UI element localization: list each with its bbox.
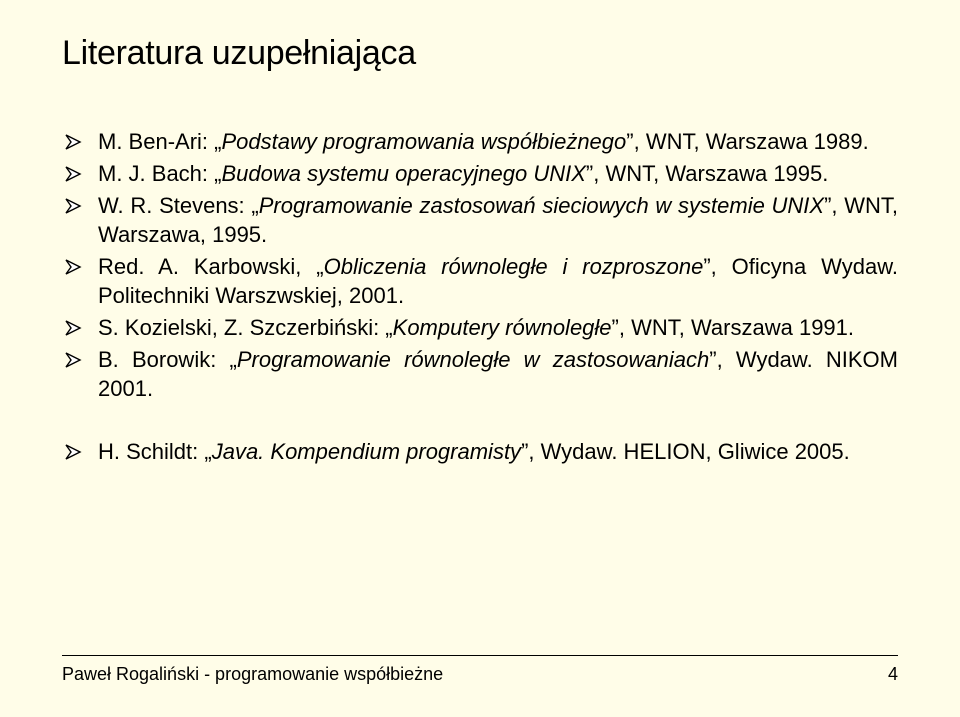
reference-item [62,127,898,156]
reference-suffix: ”, WNT, Warszawa, 1995. [98,193,898,247]
arrowhead-bullet-icon [64,197,82,215]
reference-item [62,159,898,188]
reference-title: Programowanie zastosowań sieciowych w systemie UNIX [258,193,825,218]
reference-suffix: ”, Wydaw. NIKOM 2001. [98,347,898,401]
footer-divider [62,655,898,656]
reference-suffix: ”, Wydaw. HELION, Gliwice 2005. [521,439,850,464]
reference-title: Java. Kompendium programisty [211,439,522,464]
reference-item [62,437,898,466]
arrowhead-bullet-icon [64,351,82,369]
reference-item [62,191,898,249]
reference-suffix: ”, WNT, Warszawa 1995. [585,161,829,186]
reference-suffix: ”, Oficyna Wydaw. Politechniki Warszwskiej, 2001. [98,254,898,308]
arrowhead-bullet-icon [64,319,82,337]
footer-author: Paweł Rogaliński - programowanie współbieżne [62,664,444,684]
page-number: 4 [887,664,898,684]
arrowhead-bullet-icon [64,133,82,151]
arrowhead-bullet-icon [64,165,82,183]
reference-title: Programowanie równoległe w zastosowaniach [236,347,710,372]
reference-prefix: B. Borowik: „ [98,347,237,372]
reference-title: Budowa systemu operacyjnego UNIX [221,161,586,186]
reference-prefix: M. J. Bach: „ [98,161,222,186]
reference-prefix: W. R. Stevens: „ [98,193,259,218]
reference-prefix: M. Ben-Ari: „ [98,129,222,154]
reference-suffix: ”, WNT, Warszawa 1989. [626,129,869,154]
reference-title: Komputery równoległe [392,315,612,340]
reference-list [62,127,898,469]
reference-suffix: ”, WNT, Warszawa 1991. [611,315,855,340]
reference-title: Obliczenia równoległe i rozproszone [323,254,704,279]
reference-item [62,345,898,403]
reference-prefix: Red. A. Karbowski, „ [98,254,324,279]
slide-title: Literatura uzupełniająca [62,34,416,72]
reference-item [62,313,898,342]
reference-title: Podstawy programowania współbieżnego [221,129,627,154]
arrowhead-bullet-icon [64,258,82,276]
reference-item [62,252,898,310]
reference-prefix: S. Kozielski, Z. Szczerbiński: „ [98,315,393,340]
arrowhead-bullet-icon [64,443,82,461]
reference-prefix: H. Schildt: „ [98,439,212,464]
